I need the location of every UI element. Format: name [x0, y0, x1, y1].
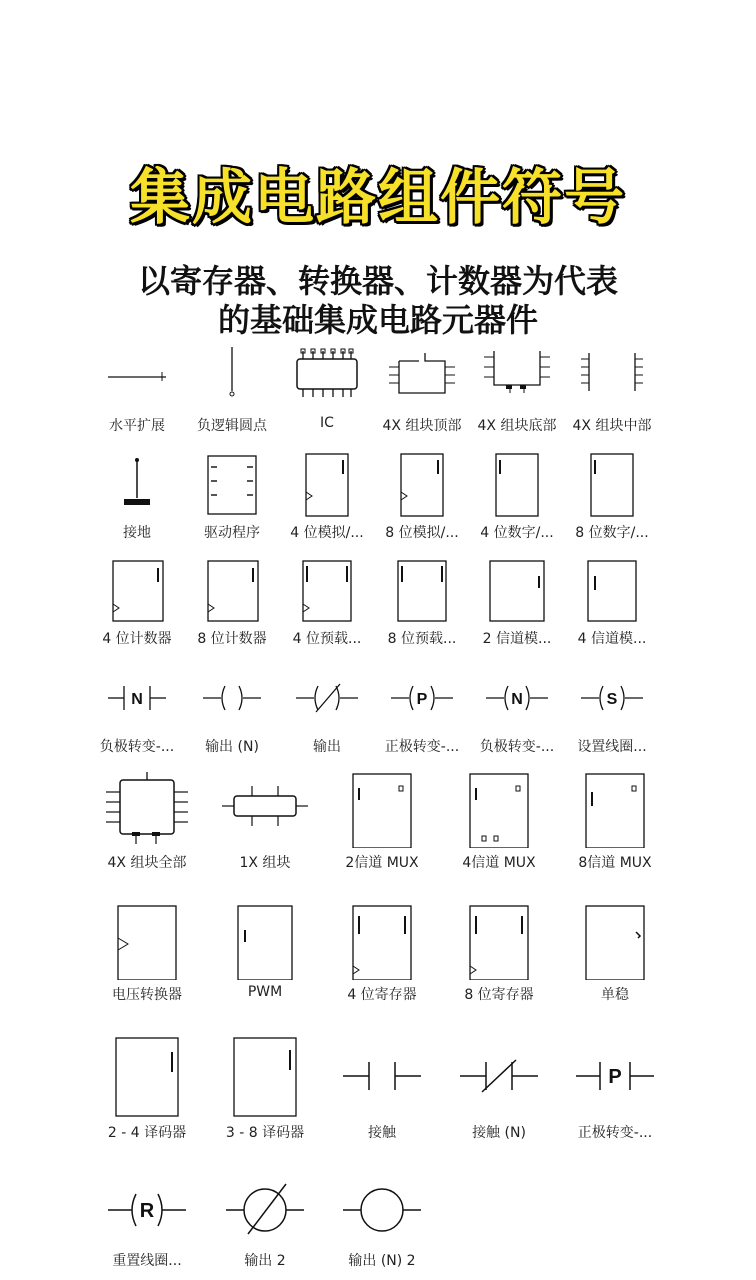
symbol-label: 单稳 — [601, 987, 629, 1003]
symbol-label: 2 - 4 译码器 — [107, 1125, 187, 1141]
symbol-monostable[interactable] — [558, 904, 672, 1004]
symbol-label: 输出 (N) 2 — [348, 1253, 416, 1269]
symbol-label: 接地 — [123, 525, 151, 541]
symbol-4bit-register[interactable] — [325, 904, 439, 1004]
symbol-4ch-analog[interactable] — [555, 558, 669, 648]
symbol-label: 4X 组块全部 — [107, 855, 187, 871]
symbol-contact-n[interactable] — [442, 1036, 556, 1142]
symbol-label: 4信道 MUX — [462, 855, 536, 871]
symbol-label: 1X 组块 — [239, 855, 291, 871]
symbol-8bit-digital[interactable] — [555, 452, 669, 542]
monostable-icon — [558, 904, 672, 980]
set-coil-icon — [555, 666, 669, 732]
symbol-label: 正极转变-... — [384, 739, 460, 755]
mux-8ch-icon — [558, 772, 672, 848]
symbol-label: 重置线圈... — [112, 1253, 182, 1269]
output-n-2-icon — [325, 1176, 439, 1246]
symbol-label: 4X 组块中部 — [572, 418, 652, 434]
symbol-voltage-converter[interactable] — [90, 904, 204, 1004]
symbol-label: 8信道 MUX — [578, 855, 652, 871]
symbol-label: PWM — [247, 984, 283, 1000]
symbol-label: 4X 组块底部 — [477, 418, 557, 434]
4bit-register-icon — [325, 904, 439, 980]
symbol-reset-coil[interactable] — [90, 1176, 204, 1270]
8bit-digital-icon — [555, 452, 669, 518]
symbol-label: 4X 组块顶部 — [382, 418, 462, 434]
symbol-label: 接触 (N) — [472, 1125, 526, 1141]
symbol-label: 3 - 8 译码器 — [225, 1125, 305, 1141]
svg-text:P: P — [416, 691, 428, 708]
subtitle-line-1: 以寄存器、转换器、计数器为代表 — [137, 262, 618, 300]
symbol-block-middle[interactable] — [555, 345, 669, 435]
symbol-label: 4 位模拟/... — [290, 525, 364, 541]
positive-transition-contact-icon — [558, 1036, 672, 1118]
symbol-output-n-2[interactable] — [325, 1176, 439, 1270]
symbol-decoder-2to4[interactable] — [90, 1036, 204, 1142]
symbol-label: 8 位数字/... — [575, 525, 649, 541]
symbol-block-all[interactable] — [90, 772, 204, 872]
symbol-label: 8 位计数器 — [197, 631, 267, 647]
4ch-analog-icon — [555, 558, 669, 624]
symbol-pwm[interactable] — [208, 904, 322, 1000]
symbol-contact[interactable] — [325, 1036, 439, 1142]
symbol-label: 4 位寄存器 — [347, 987, 417, 1003]
symbol-label: 2 信道模... — [482, 631, 552, 647]
symbol-positive-transition-contact[interactable] — [558, 1036, 672, 1142]
svg-text:S: S — [606, 691, 618, 708]
symbol-label: 正极转变-... — [577, 1125, 653, 1141]
subtitle-line-2: 的基础集成电路元器件 — [217, 301, 538, 339]
symbol-mux-2ch[interactable] — [325, 772, 439, 872]
symbol-8bit-register[interactable] — [442, 904, 556, 1004]
symbol-label: 4 信道模... — [577, 631, 647, 647]
symbol-label: 设置线圈... — [577, 739, 647, 755]
contact-icon — [325, 1036, 439, 1118]
symbol-set-coil[interactable] — [555, 666, 669, 756]
symbol-label: 水平扩展 — [109, 418, 165, 434]
symbol-label: IC — [320, 415, 334, 431]
symbol-output-2[interactable] — [208, 1176, 322, 1270]
symbol-label: 接触 — [368, 1125, 396, 1141]
symbol-label: 电压转换器 — [112, 987, 182, 1003]
decoder-2to4-icon — [90, 1036, 204, 1118]
mux-4ch-icon — [442, 772, 556, 848]
voltage-converter-icon — [90, 904, 204, 980]
symbol-label: 负极转变-... — [479, 739, 555, 755]
svg-text:P: P — [608, 1066, 622, 1088]
symbol-mux-8ch[interactable] — [558, 772, 672, 872]
symbol-mux-4ch[interactable] — [442, 772, 556, 872]
symbol-decoder-3to8[interactable] — [208, 1036, 322, 1142]
svg-text:R: R — [139, 1200, 155, 1222]
svg-text:N: N — [511, 691, 523, 708]
symbol-label: 输出 — [313, 739, 341, 755]
decoder-3to8-icon — [208, 1036, 322, 1118]
8bit-register-icon — [442, 904, 556, 980]
block-1x-icon — [208, 772, 322, 848]
symbol-label: 输出 (N) — [205, 739, 259, 755]
symbol-label: 4 位预载... — [292, 631, 362, 647]
symbol-label: 8 位预载... — [387, 631, 457, 647]
contact-n-icon — [442, 1036, 556, 1118]
mux-2ch-icon — [325, 772, 439, 848]
page-title: 集成电路组件符号 — [130, 163, 626, 233]
symbol-label: 负逻辑圆点 — [197, 418, 267, 434]
symbol-label: 负极转变-... — [99, 739, 175, 755]
symbol-label: 8 位模拟/... — [385, 525, 459, 541]
block-middle-icon — [555, 345, 669, 411]
output-2-icon — [208, 1176, 322, 1246]
block-all-icon — [90, 772, 204, 848]
svg-text:N: N — [131, 691, 143, 708]
symbol-label: 4 位数字/... — [480, 525, 554, 541]
pwm-icon — [208, 904, 322, 980]
symbol-label: 2信道 MUX — [345, 855, 419, 871]
symbol-label: 输出 2 — [244, 1253, 286, 1269]
symbol-label: 4 位计数器 — [102, 631, 172, 647]
symbol-label: 驱动程序 — [204, 525, 260, 541]
symbol-block-1x[interactable] — [208, 772, 322, 872]
symbol-label: 8 位寄存器 — [464, 987, 534, 1003]
reset-coil-icon — [90, 1176, 204, 1246]
